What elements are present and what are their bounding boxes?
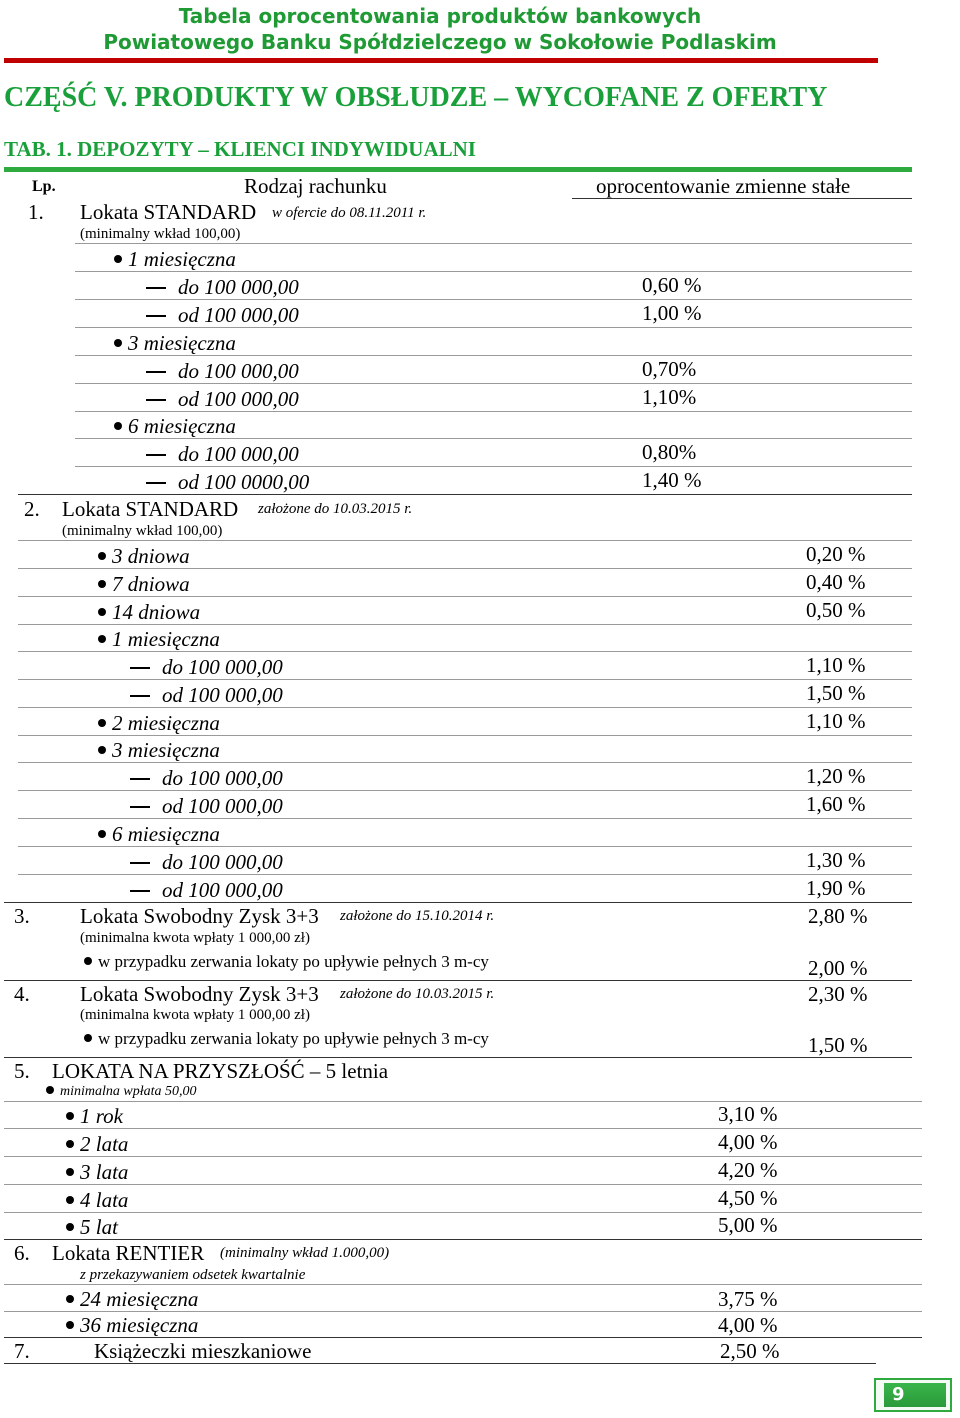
p3-min: (minimalna kwota wpłaty 1 000,00 zł) [80, 930, 310, 946]
table-bottom-rule [4, 1363, 876, 1364]
row-line [4, 980, 912, 981]
p3-cond: w przypadku zerwania lokaty po upływie pełnych 3 m-cy [84, 952, 489, 972]
row-line [4, 1128, 922, 1129]
p6-min: (minimalny wkład 1.000,00) [220, 1245, 390, 1261]
row-line [4, 1057, 912, 1058]
p7-name: Książeczki mieszkaniowe [94, 1339, 312, 1363]
col-lp: Lp. [32, 178, 56, 195]
row-line [75, 383, 912, 384]
p1-g2b-rate: 1,10% [642, 385, 697, 409]
p4-cond: w przypadku zerwania lokaty po upływie pełnych 3 m-cy [84, 1029, 489, 1049]
p4-note: założone do 10.03.2015 r. [340, 986, 495, 1002]
dash-icon [130, 806, 150, 808]
dash-icon [146, 399, 166, 401]
row-line [4, 1212, 922, 1213]
row-line [4, 902, 912, 903]
p1-g2a: do 100 000,00 [178, 359, 299, 383]
p1-name: Lokata STANDARD [80, 200, 257, 224]
p2-num: 2. [24, 497, 40, 521]
p6-num: 6. [14, 1241, 30, 1265]
p5-r4-rate: 4,50 % [718, 1186, 778, 1210]
row-line [18, 596, 912, 597]
dash-icon [146, 482, 166, 484]
p3-note: założone do 15.10.2014 r. [340, 908, 495, 924]
p2-b: 7 dniowa [98, 572, 190, 597]
p4-name: Lokata Swobodny Zysk 3+3 [80, 982, 319, 1006]
p1-g3a-rate: 0,80% [642, 440, 697, 464]
row-line [18, 735, 912, 736]
header-rule [4, 58, 878, 63]
p5-r1-rate: 3,10 % [718, 1102, 778, 1126]
table-title: TAB. 1. DEPOZYTY – KLIENCI INDYWIDUALNI [4, 137, 476, 161]
p1-g1b-rate: 1,00 % [642, 301, 702, 325]
p2-f: 3 miesięczna [98, 738, 220, 763]
p2-b-rate: 0,40 % [806, 570, 866, 594]
p2-d2-rate: 1,50 % [806, 681, 866, 705]
row-line [18, 494, 912, 495]
dash-icon [130, 695, 150, 697]
dash-icon [146, 454, 166, 456]
row-line [75, 271, 912, 272]
p2-d1: do 100 000,00 [162, 655, 283, 679]
dash-icon [130, 778, 150, 780]
p5-name: LOKATA NA PRZYSZŁOŚĆ – 5 letnia [52, 1059, 389, 1083]
row-line [4, 1311, 922, 1312]
p2-a: 3 dniowa [98, 544, 190, 569]
dash-icon [130, 862, 150, 864]
page-number-badge [874, 1378, 952, 1412]
p3-name: Lokata Swobodny Zysk 3+3 [80, 904, 319, 928]
section-title: CZĘŚĆ V. PRODUKTY W OBSŁUDZE – WYCOFANE Z OFERTY [4, 82, 828, 113]
p3-cond-rate: 2,00 % [808, 956, 868, 980]
dash-icon [146, 315, 166, 317]
p5-r5: 5 lat [66, 1215, 118, 1240]
p1-g2a-rate: 0,70% [642, 357, 697, 381]
p5-r5-rate: 5,00 % [718, 1213, 778, 1237]
row-line [4, 1239, 922, 1240]
p7-rate: 2,50 % [720, 1339, 780, 1363]
row-line [18, 818, 912, 819]
col-rate: oprocentowanie zmienne stałe [596, 174, 851, 198]
p5-r1: 1 rok [66, 1104, 123, 1129]
p6-r1-rate: 3,75 % [718, 1287, 778, 1311]
row-line [18, 651, 912, 652]
row-line [18, 568, 912, 569]
p2-f2-rate: 1,60 % [806, 792, 866, 816]
p5-r3: 3 lata [66, 1160, 128, 1185]
row-line [75, 327, 912, 328]
p5-r2-rate: 4,00 % [718, 1130, 778, 1154]
row-line [18, 679, 912, 680]
row-line [4, 1284, 922, 1285]
p6-r2-rate: 4,00 % [718, 1313, 778, 1337]
table-top-rule [4, 167, 912, 172]
row-line [75, 438, 912, 439]
row-line [4, 1184, 922, 1185]
p2-g: 6 miesięczna [98, 822, 220, 847]
p6-r2: 36 miesięczna [66, 1313, 198, 1338]
p1-num: 1. [28, 200, 44, 224]
p1-g3: 6 miesięczna [114, 414, 236, 439]
dash-icon [130, 667, 150, 669]
p2-e: 2 miesięczna [98, 711, 220, 736]
p2-c: 14 dniowa [98, 600, 200, 625]
row-line [18, 874, 912, 875]
row-line [18, 762, 912, 763]
p1-g1: 1 miesięczna [114, 247, 236, 272]
p1-g1a: do 100 000,00 [178, 275, 299, 299]
p2-f1: do 100 000,00 [162, 766, 283, 790]
p1-min: (minimalny wkład 100,00) [80, 226, 241, 242]
p2-f1-rate: 1,20 % [806, 764, 866, 788]
p1-g2: 3 miesięczna [114, 331, 236, 356]
p2-g2-rate: 1,90 % [806, 876, 866, 900]
p5-r4: 4 lata [66, 1188, 128, 1213]
row-line [18, 540, 912, 541]
p4-rate: 2,30 % [808, 982, 868, 1006]
p1-g3b-rate: 1,40 % [642, 468, 702, 492]
row-line [18, 790, 912, 791]
p2-name: Lokata STANDARD [62, 497, 239, 521]
p1-g1a-rate: 0,60 % [642, 273, 702, 297]
row-line [4, 1337, 922, 1338]
p5-r2: 2 lata [66, 1132, 128, 1157]
row-line [18, 624, 912, 625]
col-type: Rodzaj rachunku [244, 174, 387, 198]
row-line [75, 355, 912, 356]
p6-note: z przekazywaniem odsetek kwartalnie [80, 1267, 306, 1283]
p2-d1-rate: 1,10 % [806, 653, 866, 677]
row-line [18, 846, 912, 847]
p3-rate: 2,80 % [808, 904, 868, 928]
p2-note: założone do 10.03.2015 r. [258, 501, 413, 517]
p2-e-rate: 1,10 % [806, 709, 866, 733]
doc-header-line2: Powiatowego Banku Spółdzielczego w Sokołowie Podlaskim [103, 30, 777, 54]
page-number: 9 [884, 1383, 946, 1407]
row-line [4, 1156, 922, 1157]
p5-r3-rate: 4,20 % [718, 1158, 778, 1182]
row-line [75, 243, 912, 244]
row-line [18, 707, 912, 708]
p4-num: 4. [14, 982, 30, 1006]
p5-num: 5. [14, 1059, 30, 1083]
p2-min: (minimalny wkład 100,00) [62, 523, 223, 539]
p2-f2: od 100 000,00 [162, 794, 283, 818]
p1-note: w ofercie do 08.11.2011 r. [272, 205, 427, 221]
dash-icon [146, 371, 166, 373]
p1-g3a: do 100 000,00 [178, 442, 299, 466]
dash-icon [146, 287, 166, 289]
p2-c-rate: 0,50 % [806, 598, 866, 622]
p4-cond-rate: 1,50 % [808, 1033, 868, 1057]
p2-g2: od 100 000,00 [162, 878, 283, 902]
p6-r1: 24 miesięczna [66, 1287, 198, 1312]
p2-g1-rate: 1,30 % [806, 848, 866, 872]
p2-a-rate: 0,20 % [806, 542, 866, 566]
p2-g1: do 100 000,00 [162, 850, 283, 874]
p6-name: Lokata RENTIER [52, 1241, 205, 1265]
p3-num: 3. [14, 904, 30, 928]
p2-d: 1 miesięczna [98, 627, 220, 652]
dash-icon [130, 890, 150, 892]
doc-header-line1: Tabela oprocentowania produktów bankowych [178, 4, 702, 28]
row-line [75, 299, 912, 300]
p1-g2b: od 100 000,00 [178, 387, 299, 411]
header-rule-rate [572, 198, 912, 199]
p1-g3b: od 100 0000,00 [178, 470, 310, 494]
row-line [4, 1101, 922, 1102]
p5-min: minimalna wpłata 50,00 [46, 1084, 197, 1100]
row-line [75, 411, 912, 412]
p7-num: 7. [14, 1339, 30, 1363]
p2-d2: od 100 000,00 [162, 683, 283, 707]
p1-g1b: od 100 000,00 [178, 303, 299, 327]
row-line [75, 466, 912, 467]
p4-min: (minimalna kwota wpłaty 1 000,00 zł) [80, 1007, 310, 1023]
